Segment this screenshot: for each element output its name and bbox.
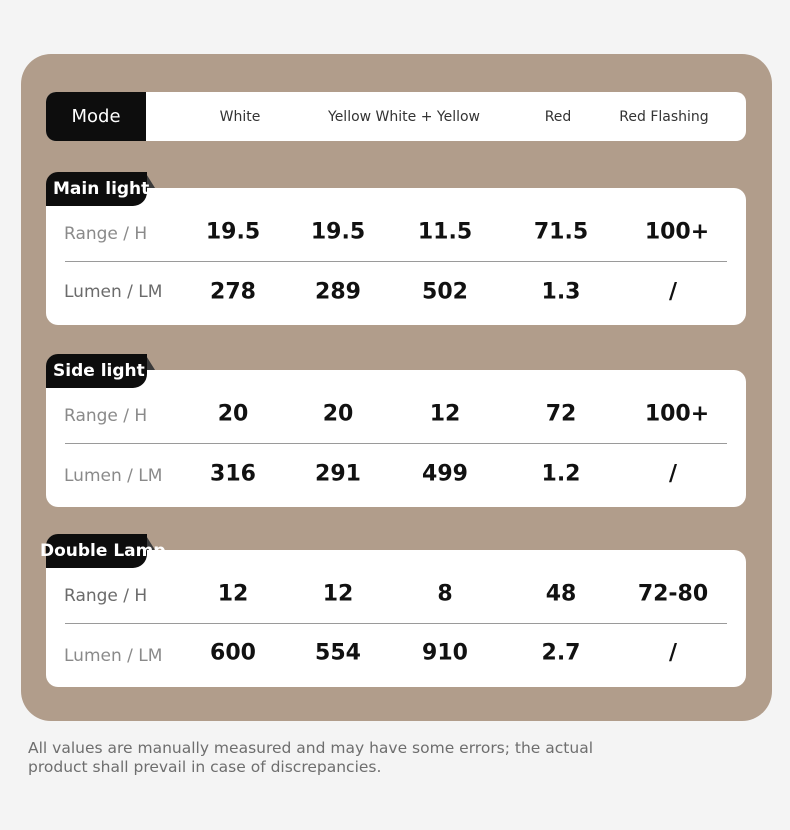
- value-cell: /: [668, 640, 678, 666]
- value-cell: 19.5: [205, 219, 261, 245]
- value-cell: 12: [217, 581, 249, 607]
- mode-label: Mode: [46, 92, 146, 141]
- value-cell: /: [668, 279, 678, 305]
- value-cell: 19.5: [310, 219, 366, 245]
- value-cell: 910: [422, 640, 468, 666]
- value-cell: 278: [210, 279, 256, 305]
- value-cell: 100+: [644, 401, 710, 427]
- section-title-main-light: Main light: [46, 172, 147, 206]
- row-label-range: Range / H: [64, 406, 148, 426]
- column-head-white: White: [219, 108, 261, 125]
- column-head-yellow-white-yellow: Yellow White + Yellow: [328, 108, 480, 125]
- section-card-side-light: [46, 370, 746, 507]
- value-cell: 72-80: [637, 581, 709, 607]
- mode-header-bar: [46, 92, 746, 141]
- value-cell: 72: [545, 401, 577, 427]
- row-label-lumen: Lumen / LM: [64, 646, 163, 666]
- row-label-lumen: Lumen / LM: [64, 282, 163, 302]
- value-cell: 316: [210, 461, 256, 487]
- value-cell: 11.5: [417, 219, 473, 245]
- value-cell: 20: [322, 401, 354, 427]
- value-cell: 291: [315, 461, 361, 487]
- row-label-range: Range / H: [64, 586, 148, 606]
- value-cell: 2.7: [541, 640, 581, 666]
- column-head-red: Red: [544, 108, 572, 125]
- value-cell: 12: [322, 581, 354, 607]
- value-cell: 289: [315, 279, 361, 305]
- section-title-double-lamp: [40, 534, 166, 568]
- section-card-main-light: [46, 188, 746, 325]
- row-label-range: Range / H: [64, 224, 148, 244]
- value-cell: 8: [437, 581, 453, 607]
- footnote: All values are manually measured and may have some errors; the actual product shall prevail in case of discrepancies.: [28, 739, 594, 776]
- value-cell: 554: [315, 640, 361, 666]
- value-cell: 1.3: [541, 279, 581, 305]
- value-cell: 502: [422, 279, 468, 305]
- value-cell: 71.5: [533, 219, 589, 245]
- section-card-double-lamp: [46, 550, 746, 687]
- value-cell: 100+: [644, 219, 710, 245]
- row-divider: [65, 261, 727, 262]
- value-cell: 48: [545, 581, 577, 607]
- value-cell: 499: [422, 461, 468, 487]
- column-head-red-flashing: Red Flashing: [619, 108, 709, 125]
- value-cell: 600: [210, 640, 256, 666]
- value-cell: 1.2: [541, 461, 581, 487]
- section-title-text: Double Lamp: [40, 541, 166, 561]
- value-cell: 20: [217, 401, 249, 427]
- value-cell: 12: [429, 401, 461, 427]
- section-title-side-light: Side light: [46, 354, 147, 388]
- value-cell: /: [668, 461, 678, 487]
- row-divider: [65, 443, 727, 444]
- row-label-lumen: Lumen / LM: [64, 466, 163, 486]
- row-divider: [65, 623, 727, 624]
